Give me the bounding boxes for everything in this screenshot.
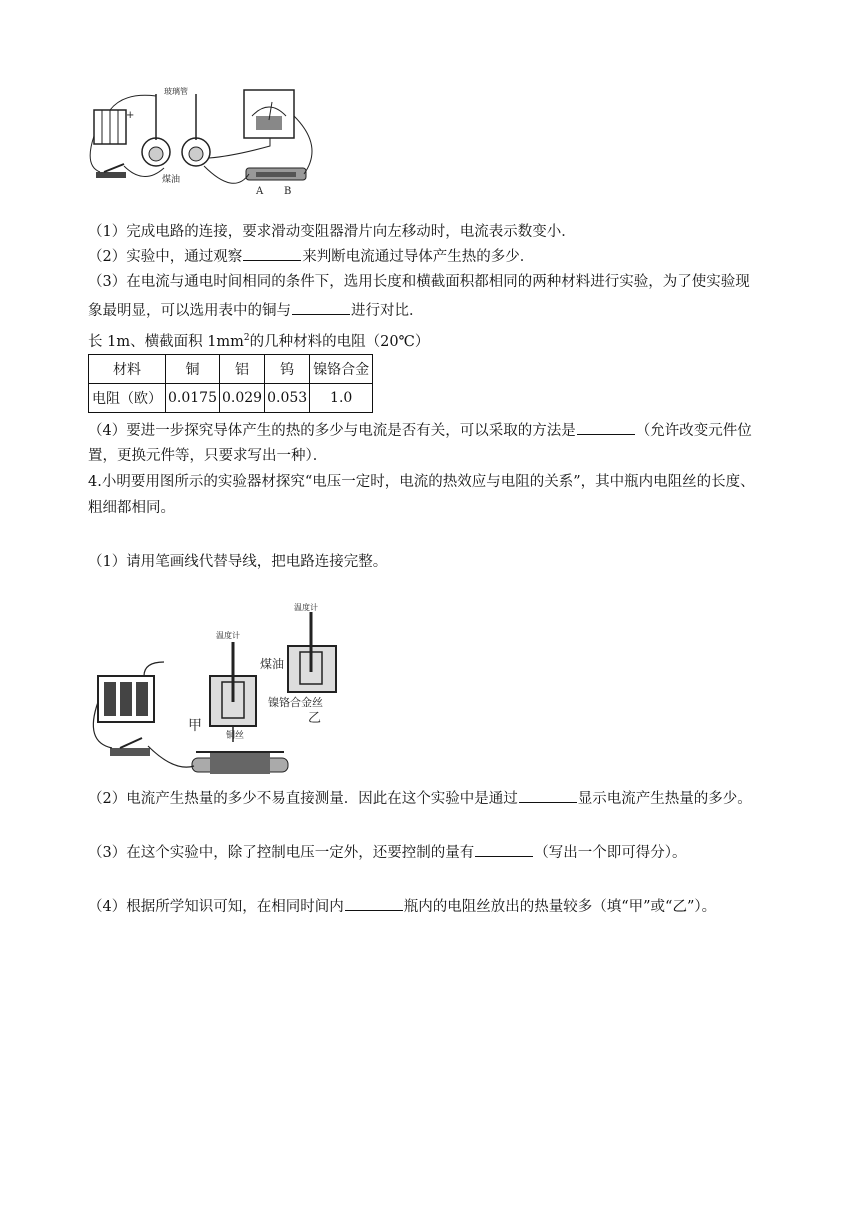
circuit-figure-1 bbox=[84, 86, 324, 216]
switch bbox=[110, 738, 150, 756]
label-yi: 乙 bbox=[308, 711, 322, 726]
switch bbox=[96, 164, 126, 178]
table-cell: 材料 bbox=[89, 355, 166, 384]
rheostat bbox=[192, 752, 288, 774]
q3-item-2: （2）实验中，通过观察 来判断电流通过导体产生热的多少． bbox=[88, 246, 534, 267]
q3-item-1: （1）完成电路的连接，要求滑动变阻器滑片向左移动时，电流表示数变小． bbox=[88, 224, 576, 240]
table-cell: 钨 bbox=[265, 355, 310, 384]
resistance-table bbox=[88, 354, 373, 413]
beaker-jia bbox=[210, 642, 256, 742]
q3-item-4-cont: 置，更换元件等，只要求写出一种）． bbox=[88, 448, 328, 464]
svg-text:+: + bbox=[126, 110, 135, 121]
beaker-yi bbox=[288, 612, 336, 692]
label-jia: 甲 bbox=[188, 718, 202, 734]
table-cell: 0.029 bbox=[220, 384, 265, 413]
q4-stem: 4.小明要用图所示的实验器材探究“电压一定时，电流的热效应与电阻的关系”，其中瓶内电阻丝的长度、 bbox=[88, 474, 755, 490]
q3-item-4: （4）要进一步探究导体产生的热的多少与电流是否有关，可以采取的方法是 （允许改变元件位 bbox=[88, 420, 752, 441]
label-kerosene: 煤油 bbox=[260, 657, 285, 671]
label-kerosene: 煤油 bbox=[162, 175, 181, 185]
table-cell: 电阻（欧） bbox=[89, 384, 166, 413]
table-header-row bbox=[89, 355, 373, 384]
label-glass-tube: 玻璃管 bbox=[164, 87, 188, 96]
label-thermometer-1: 温度计 bbox=[216, 631, 240, 640]
table-caption: 长 1m、横截面积 $1mm^2$的几种材料的电阻（20℃） bbox=[88, 333, 430, 350]
table-cell: 0.0175 bbox=[166, 384, 220, 413]
answer-blank[interactable] bbox=[292, 300, 350, 315]
label-b: B bbox=[284, 186, 292, 197]
table-cell: 1.0 bbox=[310, 384, 373, 413]
label-copper-wire: 铜丝 bbox=[226, 731, 245, 741]
q4-item-4: （4）根据所学知识可知，在相同时间内 瓶内的电阻丝放出的热量较多（填“甲”或“乙”）。 bbox=[88, 896, 716, 917]
q3-item-3: （3）在电流与通电时间相同的条件下，选用长度和横截面积都相同的两种材料进行实验，为了使实验现 bbox=[88, 274, 750, 290]
answer-blank[interactable] bbox=[577, 420, 635, 435]
answer-blank[interactable] bbox=[475, 842, 533, 857]
label-a: A bbox=[256, 186, 264, 197]
flask-right bbox=[182, 94, 210, 166]
table-cell: 0.053 bbox=[265, 384, 310, 413]
q3-item-3-cont: 象最明显，可以选用表中的铜与 进行对比． bbox=[88, 300, 424, 321]
flask-left bbox=[142, 94, 170, 166]
circuit-figure-2 bbox=[84, 602, 354, 782]
answer-blank[interactable] bbox=[519, 788, 577, 803]
answer-blank[interactable] bbox=[243, 246, 301, 261]
q4-item-1: （1）请用笔画线代替导线，把电路连接完整。 bbox=[88, 554, 388, 570]
label-nichrome-wire: 镍铬合金丝 bbox=[268, 696, 323, 709]
table-row bbox=[89, 384, 373, 413]
label-thermometer-2: 温度计 bbox=[294, 603, 318, 612]
table-cell: 铜 bbox=[166, 355, 220, 384]
table-cell: 铝 bbox=[220, 355, 265, 384]
battery-pack bbox=[94, 110, 134, 144]
rheostat bbox=[246, 168, 306, 197]
answer-blank[interactable] bbox=[345, 896, 403, 911]
battery-pack bbox=[98, 676, 154, 722]
ammeter bbox=[244, 90, 294, 138]
q4-stem-cont: 粗细都相同。 bbox=[88, 500, 175, 516]
q4-item-2: （2）电流产生热量的多少不易直接测量．因此在这个实验中是通过 显示电流产生热量的多少。 bbox=[88, 788, 752, 809]
q4-item-3: （3）在这个实验中，除了控制电压一定外，还要控制的量有 （写出一个即可得分）。 bbox=[88, 842, 686, 863]
table-cell: 镍铬合金 bbox=[310, 355, 373, 384]
